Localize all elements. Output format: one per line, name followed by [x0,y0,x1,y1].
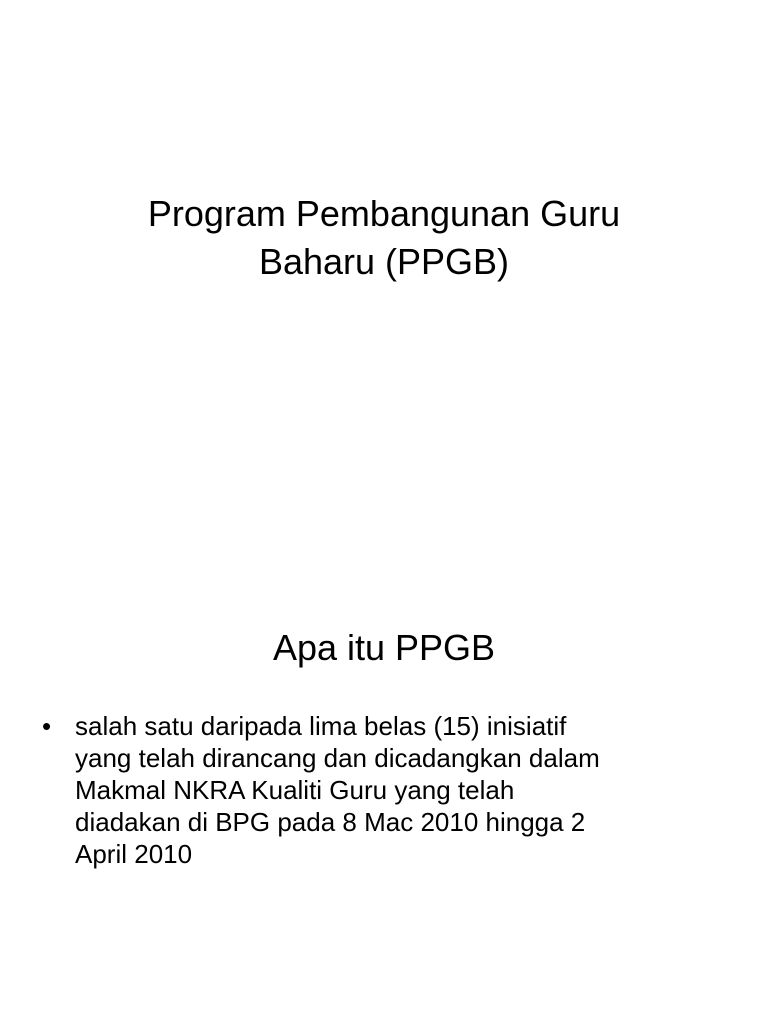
bullet-text-line-2: yang telah dirancang dan dicadangkan dalam [75,743,600,773]
bullet-item [40,710,720,870]
bullet-marker: • [42,711,52,741]
bullet-text-line-4: diadakan di BPG pada 8 Mac 2010 hingga 2 [75,807,586,837]
slide-1-title [40,190,728,286]
bullet-text-line-5: April 2010 [75,839,193,869]
bullet-text-line-1: salah satu daripada lima belas (15) inisiatif [75,711,567,741]
slide-2-title: Apa itu PPGB [272,627,496,668]
bullet-list [40,710,720,870]
slide-1-title-line-2: Baharu (PPGB) [258,241,510,282]
slide-2 [0,512,768,1024]
bullet-text-line-3: Makmal NKRA Kualiti Guru yang telah [75,775,515,805]
bullet-text [75,710,720,870]
slide-1-title-line-1: Program Pembangunan Guru [147,193,621,234]
